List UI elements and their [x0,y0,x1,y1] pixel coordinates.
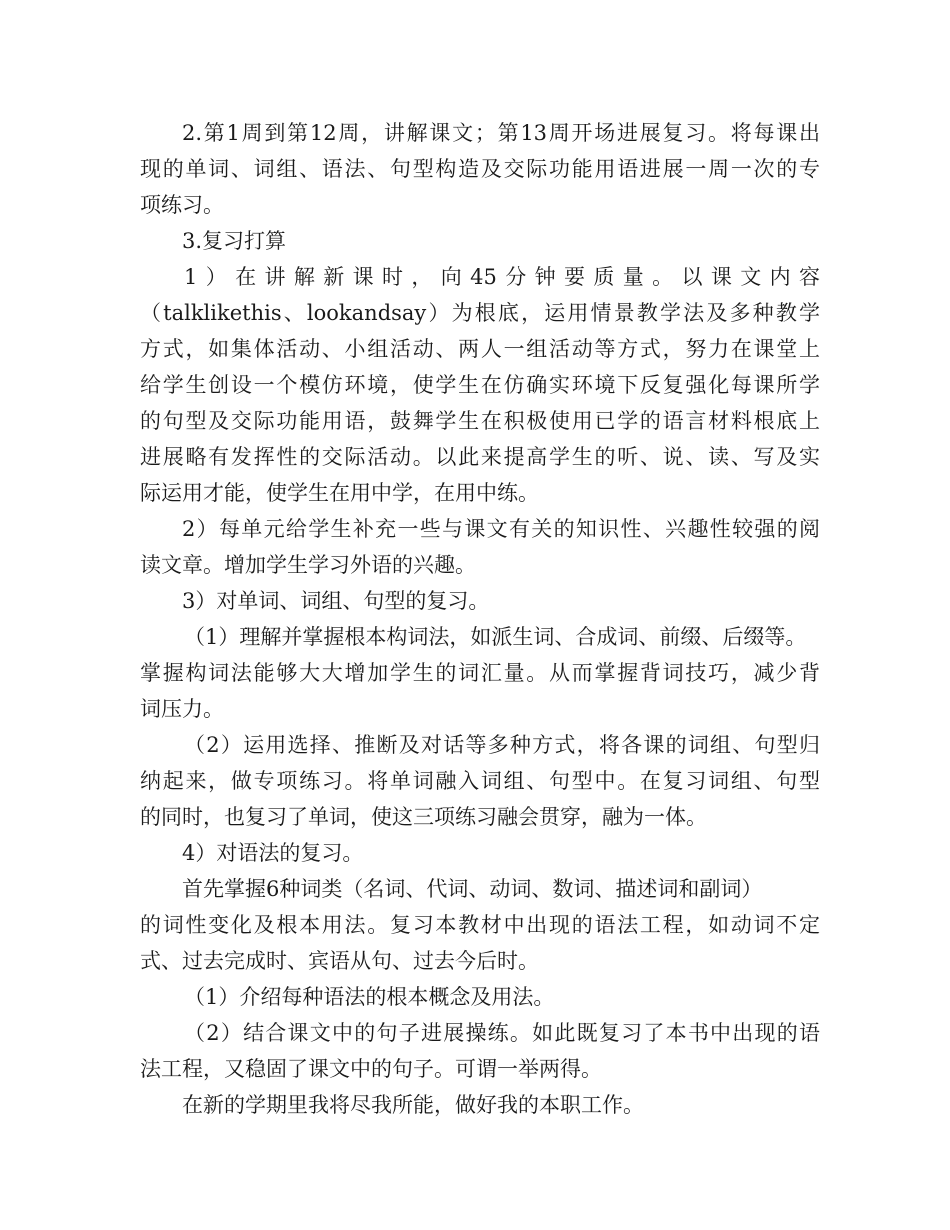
paragraph-line: 掌握构词法能够大大增加学生的词汇量。从而掌握背词技巧，减少背 [140,661,820,685]
paragraph-line: 2）每单元给学生补充一些与课文有关的知识性、兴趣性较强的阅 [182,517,820,541]
paragraph-line: 法工程，又稳固了课文中的句子。可谓一举两得。 [140,1057,602,1081]
paragraph-line: 的句型及交际功能用语，鼓舞学生在积极使用已学的语言材料根底上 [140,409,820,433]
paragraph-line: 1）在讲解新课时，向45分钟要质量。以课文内容 [184,265,820,289]
paragraph-line: 项练习。 [140,193,224,217]
paragraph-line: 方式，如集体活动、小组活动、两人一组活动等方式，努力在课堂上 [140,337,820,361]
paragraph-line: （2）运用选择、推断及对话等多种方式，将各课的词组、句型归 [184,733,820,757]
paragraph-line: 纳起来，做专项练习。将单词融入词组、句型中。在复习词组、句型 [140,769,820,793]
paragraph-line: 式、过去完成时、宾语从句、过去今后时。 [140,949,539,973]
paragraph-line: 在新的学期里我将尽我所能，做好我的本职工作。 [182,1093,644,1117]
paragraph-line: 词压力。 [140,697,224,721]
paragraph-line: 给学生创设一个模仿环境，使学生在仿确实环境下反复强化每课所学 [140,373,820,397]
paragraph-line: （2）结合课文中的句子进展操练。如此既复习了本书中出现的语 [184,1021,820,1045]
paragraph-line: （1）理解并掌握根本构词法，如派生词、合成词、前缀、后缀等。 [184,625,807,649]
paragraph-line: 4）对语法的复习。 [182,841,364,865]
paragraph-line: 现的单词、词组、语法、句型构造及交际功能用语进展一周一次的专 [140,157,820,181]
paragraph-line: 的同时，也复习了单词，使这三项练习融会贯穿，融为一体。 [140,805,707,829]
paragraph-line: （talklikethis、lookandsay）为根底，运用情景教学法及多种教学 [140,301,820,325]
paragraph-line: 首先掌握6种词类（名词、代词、动词、数词、描述词和副词） [182,877,763,901]
paragraph-line: 2.第1周到第12周，讲解课文；第13周开场进展复习。将每课出 [182,121,820,145]
paragraph-line: 3）对单词、词组、句型的复习。 [182,589,490,613]
paragraph-line: 际运用才能，使学生在用中学，在用中练。 [140,481,539,505]
paragraph-line: （1）介绍每种语法的根本概念及用法。 [184,985,555,1009]
paragraph-line: 进展略有发挥性的交际活动。以此来提高学生的听、说、读、写及实 [140,445,820,469]
paragraph-line: 读文章。增加学生学习外语的兴趣。 [140,553,476,577]
section-heading: 3.复习打算 [182,229,287,253]
paragraph-line: 的词性变化及根本用法。复习本教材中出现的语法工程，如动词不定 [140,913,820,937]
